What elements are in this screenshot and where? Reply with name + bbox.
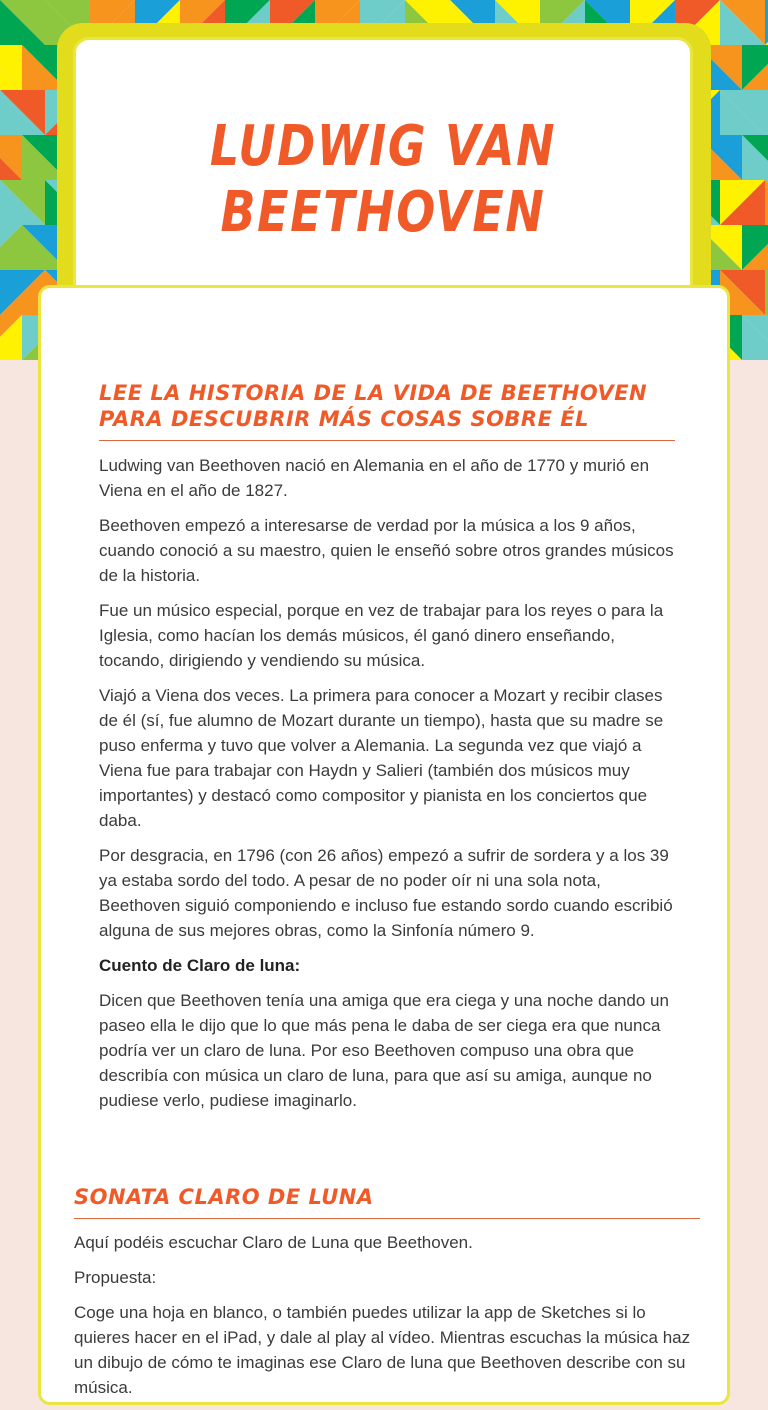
tale-paragraph: Dicen que Beethoven tenía una amiga que era ciega y una noche dando un paseo ella le dijo que lo que más pena le daba de ser ciega era que nunca podría ver un claro de luna. Por eso Beethoven compuso una obra que describía con música un claro de luna, para que así su amiga, aunque no pudiese verlo, pudiese imaginarlo. [99,991,669,1110]
sonata-body [74,1230,700,1410]
content-card [38,285,730,1405]
proposal-label: Propuesta: [74,1268,157,1287]
story-paragraph: Por desgracia, en 1796 (con 26 años) empezó a sufrir de sordera y a los 39 ya estaba sordo del todo. A pesar de no poder oír ni una sola nota, Beethoven siguió componiendo e incluso fue estando sordo cuando escribió alguna de sus mejores obras, como la Sinfonía número 9. [99,846,673,940]
page-title: LUDWIG VAN BEETHOVEN [209,114,557,245]
story-heading: LEE LA HISTORIA DE LA VIDA DE BEETHOVEN PARA DESCUBRIR MÁS COSAS SOBRE ÉL [99,380,675,441]
sonata-intro: Aquí podéis escuchar Claro de Luna que Beethoven. [74,1233,473,1252]
sonata-heading: SONATA CLARO DE LUNA [74,1184,700,1219]
proposal-text: Coge una hoja en blanco, o también puedes utilizar la app de Sketches si lo quieres hacer en el iPad, y dale al play al vídeo. Mientras escuchas la música haz un dibujo de cómo te imaginas ese Claro de luna que Beethoven describe con su música. [74,1303,691,1397]
tale-subheading: Cuento de Claro de luna: [99,956,301,975]
story-body [99,453,677,1123]
story-paragraph: Viajó a Viena dos veces. La primera para conocer a Mozart y recibir clases de él (sí, fue alumno de Mozart durante un tiempo), hasta que su madre se puso enferma y tuvo que volver a Alemania. La segunda vez que viajó a Viena fue para trabajar con Haydn y Salieri (también dos músicos muy importantes) y destacó como compositor y pianista en los conciertos que daba. [99,686,664,830]
story-paragraph: Ludwing van Beethoven nació en Alemania en el año de 1770 y murió en Viena en el año de 1827. [99,456,650,500]
story-paragraph: Fue un músico especial, porque en vez de trabajar para los reyes o para la Iglesia, como hacían los demás músicos, él ganó dinero enseñando, tocando, dirigiendo y vendiendo su música. [99,601,664,670]
story-paragraph: Beethoven empezó a interesarse de verdad por la música a los 9 años, cuando conoció a su maestro, quien le enseñó sobre otros grandes músicos de la historia. [99,516,674,585]
